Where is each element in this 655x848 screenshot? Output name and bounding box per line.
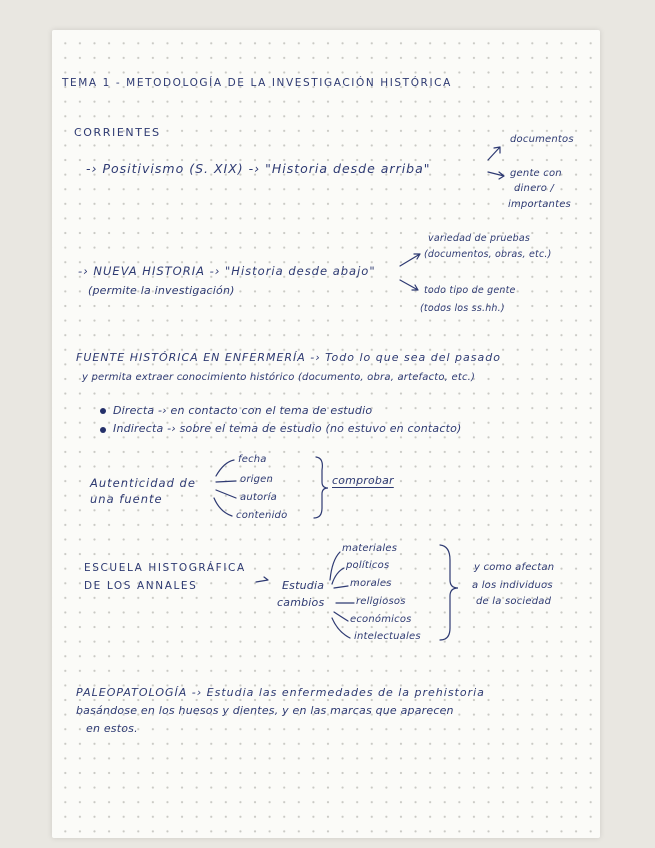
escuela-title2: DE LOS ANNALES: [84, 580, 198, 592]
autenticidad-item-autoria: autoría: [240, 492, 277, 503]
escuela-item-politicos: políticos: [346, 560, 390, 571]
fuente-line2: y permita extraer conocimiento histórico (documento, obra, artefacto, etc.): [82, 372, 476, 383]
escuela-item-intelectuales: intelectuales: [354, 631, 421, 642]
nueva-branch-documentos: (documentos, obras, etc.): [424, 249, 552, 260]
nueva-branch-variedad: variedad de pruebas: [428, 233, 531, 244]
paleo-line1: PALEOPATOLOGÍA -› Estudia las enfermedades de la prehistoria: [76, 686, 485, 699]
positivismo-branch-documentos: documentos: [510, 134, 574, 145]
escuela-estudia: Estudia: [282, 579, 325, 592]
page-title: TEMA 1 - METODOLOGÍA DE LA INVESTIGACIÓN HISTÓRICA: [62, 77, 452, 89]
escuela-result-line1: y como afectan: [474, 562, 555, 573]
escuela-title1: ESCUELA HISTOGRÁFICA: [84, 562, 246, 574]
fuente-bullet-directa: Directa -› en contacto con el tema de estudio: [113, 404, 373, 417]
nueva-branch-todos: (todos los ss.hh.): [420, 303, 505, 314]
bullet-dot: [100, 427, 106, 433]
autenticidad-item-fecha: fecha: [238, 454, 267, 465]
escuela-result-line2: a los individuos: [472, 580, 553, 591]
positivismo-branch-gente: gente con: [510, 168, 562, 179]
autenticidad-label2: una fuente: [90, 492, 163, 506]
escuela-item-morales: morales: [350, 578, 392, 589]
escuela-cambios: cambios: [277, 596, 325, 609]
nueva-historia-note: (permite la investigación): [88, 284, 235, 297]
nueva-historia-line: -› NUEVA HISTORIA -› "Historia desde abajo": [78, 264, 376, 278]
paleo-line3: en estos.: [86, 722, 138, 735]
positivismo-branch-dinero: dinero /: [514, 183, 554, 194]
fuente-line1: FUENTE HISTÓRICA EN ENFERMERÍA -› Todo lo que sea del pasado: [76, 351, 501, 364]
nueva-branch-todo-tipo: todo tipo de gente: [424, 285, 516, 296]
bullet-dot: [100, 408, 106, 414]
escuela-item-economicos: económicos: [350, 614, 412, 625]
escuela-item-religiosos: religiosos: [356, 596, 406, 607]
autenticidad-item-origen: origen: [240, 474, 274, 485]
autenticidad-label1: Autenticidad de: [90, 476, 196, 490]
autenticidad-item-contenido: contenido: [236, 510, 288, 521]
fuente-bullet-indirecta: Indirecta -› sobre el tema de estudio (no estuvo en contacto): [113, 422, 462, 435]
positivismo-branch-importantes: importantes: [508, 199, 571, 210]
positivismo-line: -› Positivismo (S. XIX) -› "Historia desde arriba": [86, 161, 431, 176]
paleo-line2: basándose en los huesos y dientes, y en las marcas que aparecen: [76, 704, 454, 717]
autenticidad-result: comprobar: [332, 474, 394, 487]
escuela-item-materiales: materiales: [342, 543, 398, 554]
corrientes-heading: CORRIENTES: [74, 126, 161, 139]
escuela-result-line3: de la sociedad: [476, 596, 552, 607]
